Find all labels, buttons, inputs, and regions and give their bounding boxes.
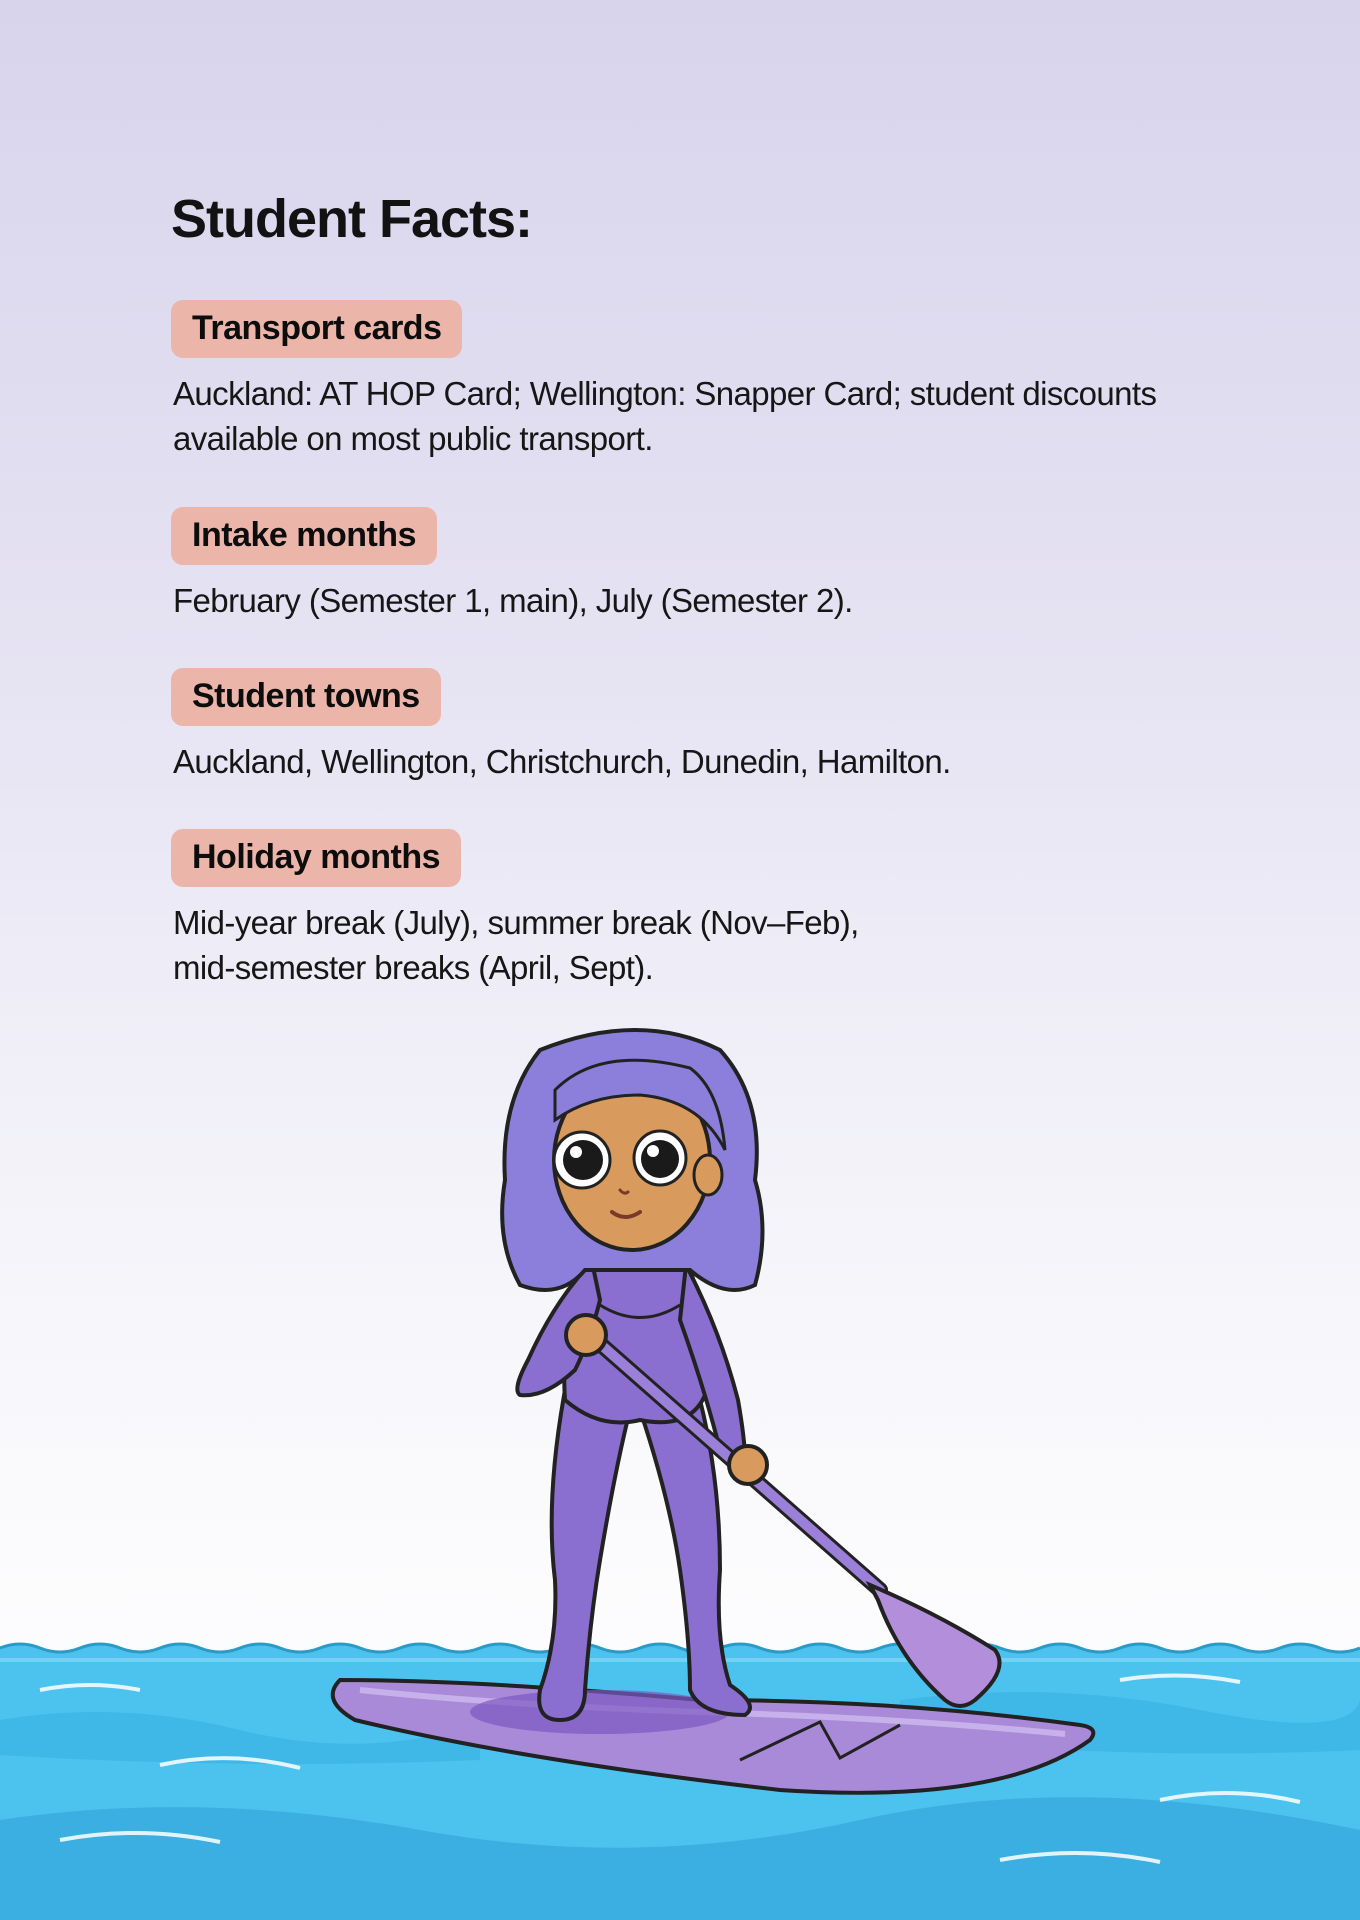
fact-holiday-months xyxy=(171,829,1261,990)
left-hand xyxy=(566,1315,606,1355)
fact-label: Student towns xyxy=(171,668,441,726)
fact-text: Auckland: AT HOP Card; Wellington: Snapper Card; student discounts available on most public transport. xyxy=(173,375,1157,457)
fact-student-towns xyxy=(171,668,1261,784)
ocean xyxy=(0,1644,1360,1920)
fact-label: Holiday months xyxy=(171,829,461,887)
right-hand xyxy=(729,1446,767,1484)
fact-text: Auckland, Wellington, Christchurch, Dunedin, Hamilton. xyxy=(173,743,951,780)
fact-intake-months xyxy=(171,507,1261,623)
fact-label: Transport cards xyxy=(171,300,462,358)
page-title: Student Facts: xyxy=(171,189,533,249)
paddleboarder-illustration xyxy=(0,1000,1360,1920)
fact-text: February (Semester 1, main), July (Semester 2). xyxy=(173,582,853,619)
fact-text: Mid-year break (July), summer break (Nov–Feb), mid-semester breaks (April, Sept). xyxy=(173,904,859,986)
fact-label: Intake months xyxy=(171,507,437,565)
fact-transport-cards xyxy=(171,300,1261,461)
